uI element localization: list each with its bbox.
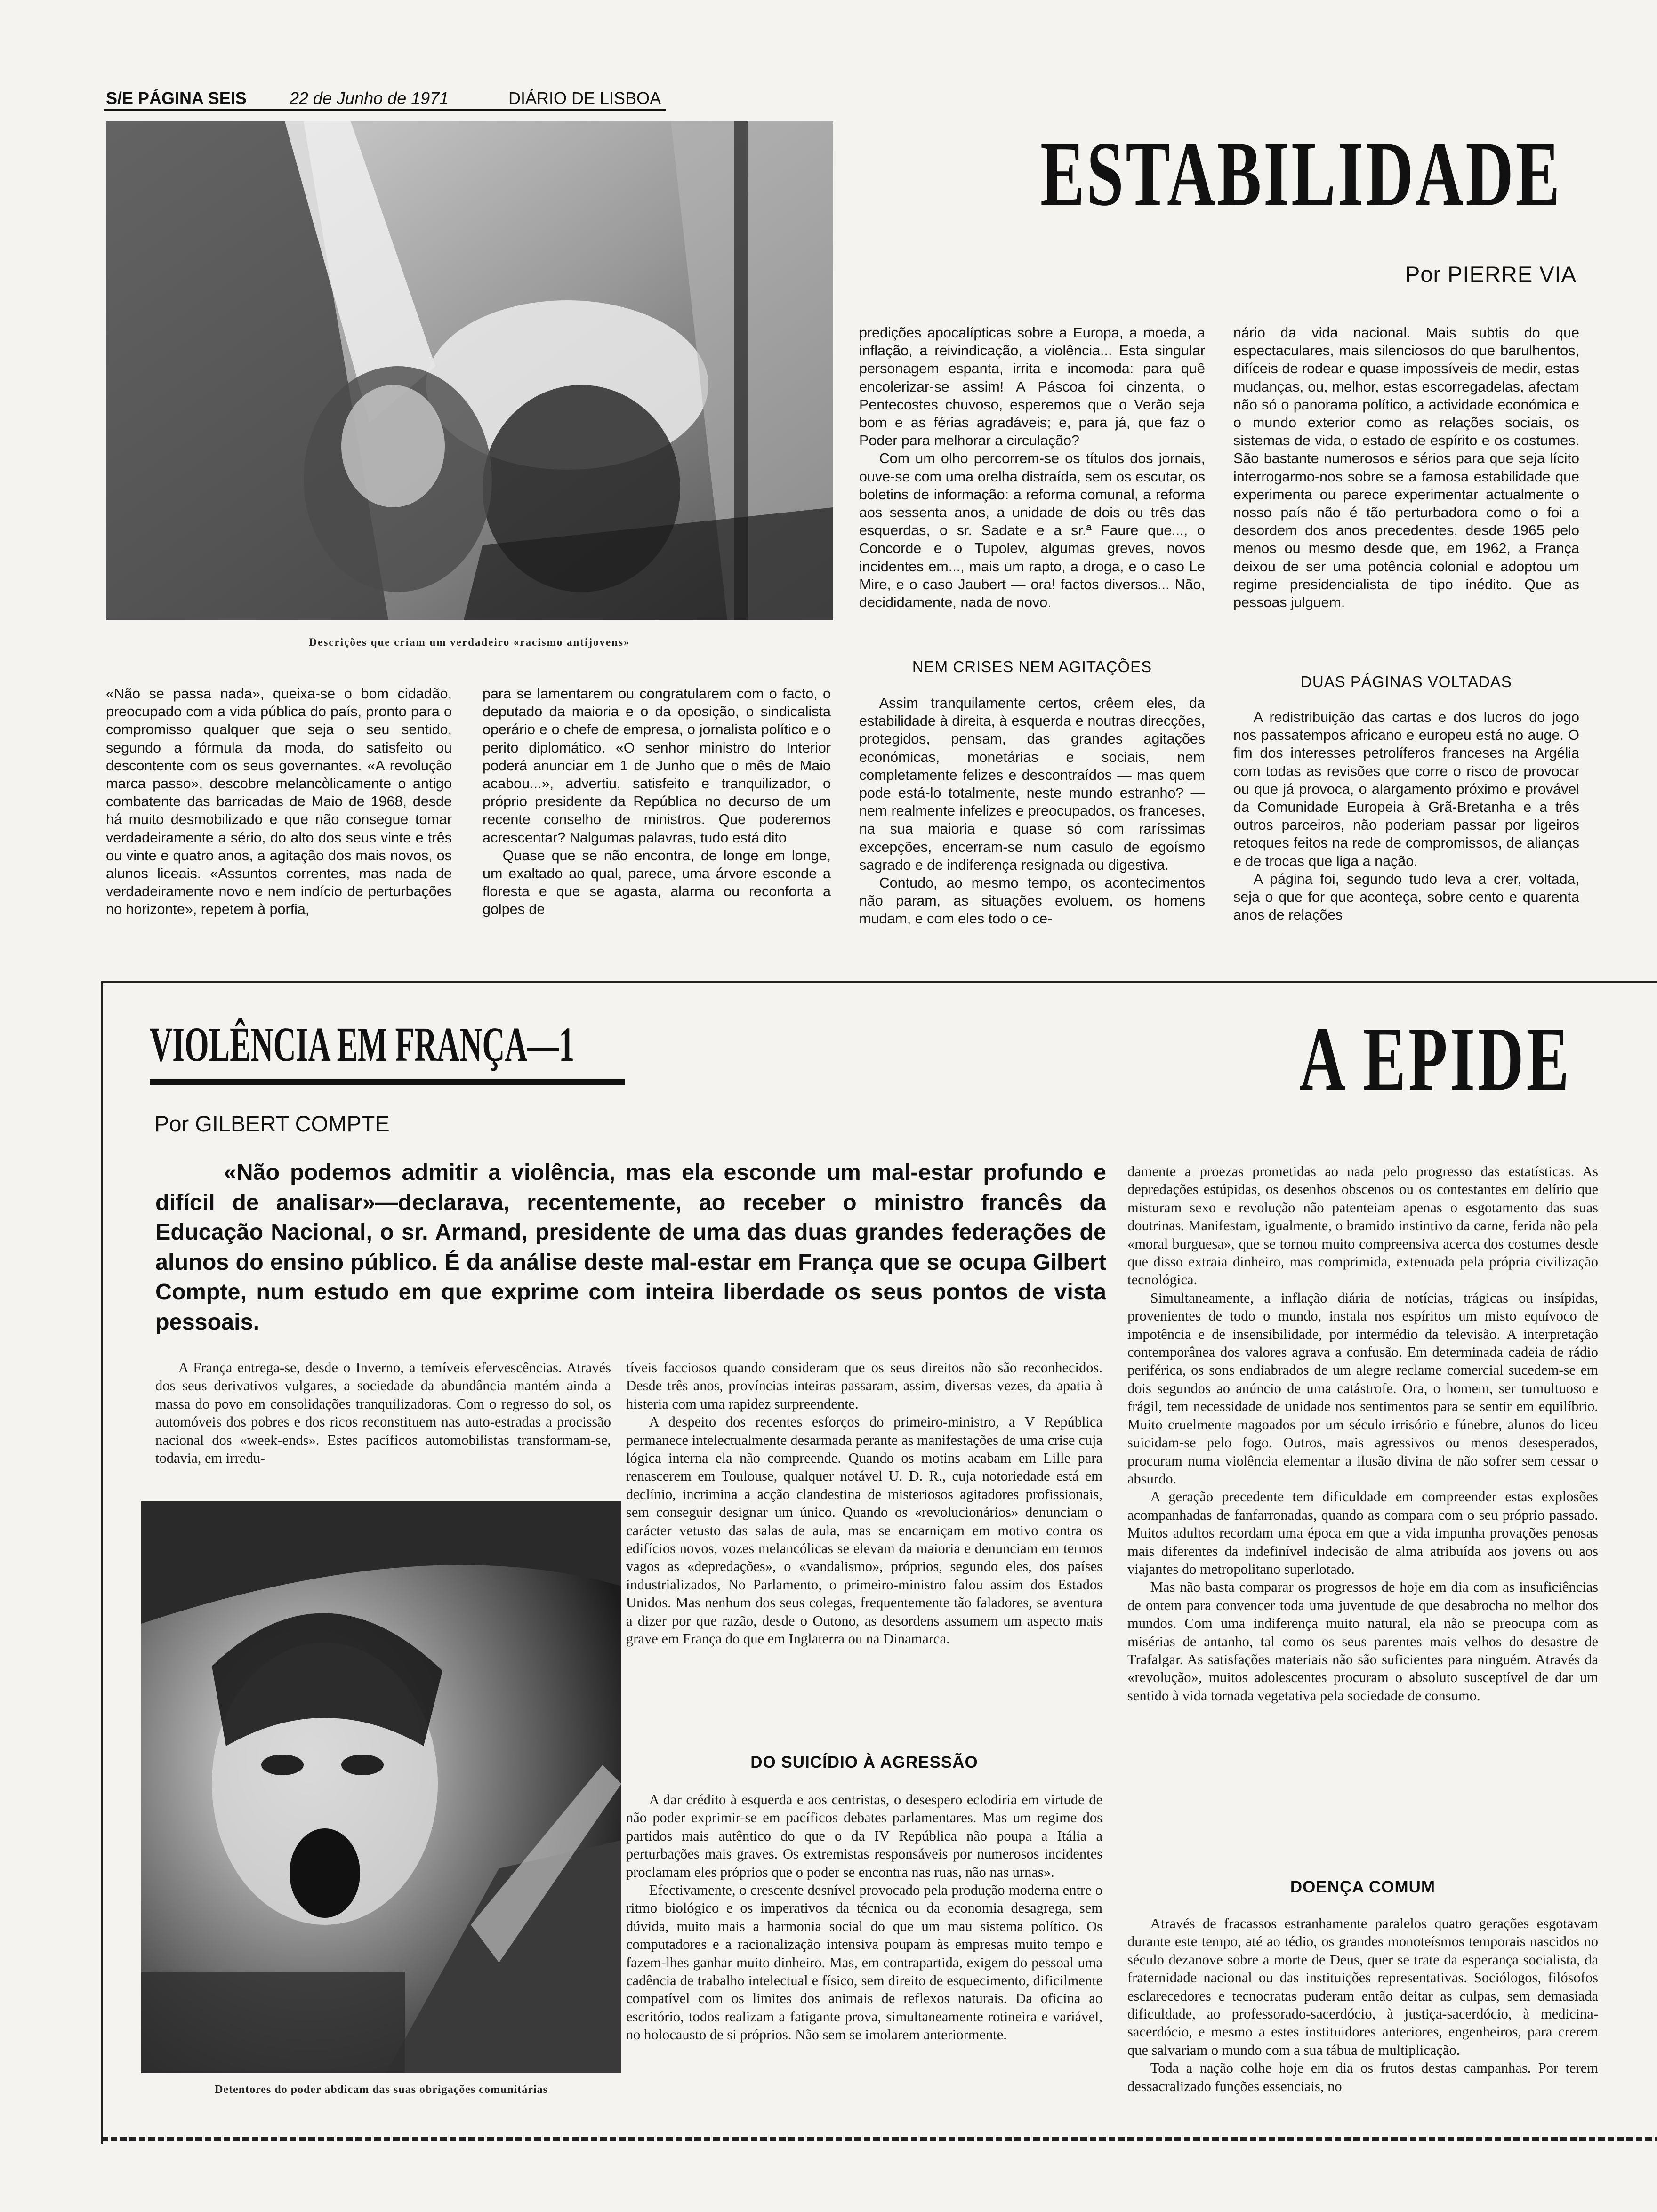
article1-column-3b — [859, 694, 1205, 948]
article1-column-1 — [106, 685, 452, 948]
paragraph: Assim tranquilamente certos, crêem eles, da estabilidade à direita, à esquerda e noutras direcções, protegidos, pensam, das grandes agitações económicas, monetárias e sociais, nem completamente felizes e descontraídos — mas quem pode está-lo totalmente, neste mundo estranho? — nem realmente infelizes e preocupados, os franceses, na sua maioria e quase só com raríssimas excepções, encerram-se num casulo de egoísmo sagrado e de indiferença resignada ou digestiva. — [859, 695, 1205, 873]
section-label: S/E PÁGINA SEIS — [106, 88, 247, 108]
article1-column-4 — [1233, 324, 1579, 663]
article2-photo-caption: Detentores do poder abdicam das suas obrigações comunitárias — [215, 2084, 548, 2096]
paragraph: A página foi, segundo tudo leva a crer, voltada, seja o que for que aconteça, sobre cento e quarenta anos de relações — [1233, 871, 1579, 923]
article1-column-2 — [483, 685, 831, 948]
paragraph: A despeito dos recentes esforços do primeiro-ministro, a V República permanece intelectualmente desarmada perante as manifestações de uma crise cuja lógica interna ela não compreende. Quando os motins acabam em Lille para renascerem em Toulouse, qualquer notável U. D. R., cuja notoriedade está em declínio, incrimina a acção clandestina de misteriosos agitadores profissionais, sem conseguir designar um único. Quando os «revolucionários» denunciam o carácter vetusto das salas de aula, mas se encarniçam em motivo contra os edifícios novos, vozes melancólicas se elevam da maioria e denunciam em termos vagos as «depredações», o «vandalismo», próprios, segundo eles, dos países industrializados, No Parlamento, o primeiro-ministro falou assim dos Estados Unidos. Mas nenhum dos seus colegas, frequentemente tão faladores, se aventura a dizer por que razão, desde o Outono, as desordens assumem um aspecto mais grave em França do que em Inglaterra ou na Dinamarca. — [626, 1414, 1102, 1647]
shouting-protester-photo — [141, 1501, 621, 2073]
paragraph: Toda a nação colhe hoje em dia os frutos destas campanhas. Por terem dessacralizado funções essenciais, no — [1127, 2060, 1598, 2094]
article2-lead: «Não podemos admitir a violência, mas ela esconde um mal-estar profundo e difícil de analisar»—declarava, recentemente, ao receber o ministro francês da Educação Nacional, o sr. Armand, presidente de uma das duas grandes federações de alunos do ensino público. É da análise deste mal-estar em França que se ocupa Gilbert Compte, num estudo em que exprime com inteira liberdade os seus pontos de vista pessoais. — [155, 1160, 1106, 1335]
article1-title: ESTABILIDADE — [1040, 123, 1562, 225]
paragraph: A redistribuição das cartas e dos lucros do jogo nos passatempos africano e europeu está no auge. O fim dos interesses petrolíferos franceses na Argélia com todas as revisões que corre o risco de provocar ou que já provoca, o alargamento próximo e provável da Comunidade Europeia à Grã-Bretanha e a três outros parceiros, não poderiam passar por ligeiros retoques feitos na rede de compromissos, de alianças e de trocas que liga a nação. — [1233, 709, 1579, 869]
article2-frame-left — [101, 981, 103, 2144]
article2-byline: Por GILBERT COMPTE — [154, 1111, 390, 1136]
article2-right-title: A EPIDE — [1299, 1008, 1572, 1109]
article2-subheading-1: DO SUICÍDIO À AGRESSÃO — [750, 1753, 978, 1771]
paragraph: Simultaneamente, a inflação diária de notícias, trágicas ou insípidas, provenientes de todo o mundo, instala nos espíritos um misto equívoco de impotência e de insensibilidade, por intermédio da televisão. A interpretação contemporânea dos valores agrava a confusão. Em determinada cadeia de rádio periférica, os sons endiabrados de um alegre reclame comercial sucedem-se em dois segundos ao anúncio de uma catástrofe. Ora, o homem, ser tumultuoso e frágil, tem necessidade de unidade nos sentimentos para se sentir em equilíbrio. Muito cruelmente magoados por um século irrisório e fúnebre, alunos do liceu suicidam-se pelo fogo. Outros, mais agressivos ou menos desesperados, procuram numa violência elementar a ilusão divina de não sofrer sem cessar o absurdo. — [1127, 1290, 1598, 1487]
paragraph: damente a proezas prometidas ao nada pelo progresso das estatísticas. As depredações estúpidas, os desenhos obscenos ou os contestantes em delírio que misturam sexo e revolução não patenteiam apenas o esgotamento das suas doutrinas. Manifestam, igualmente, o bramido instintivo da carne, ferida não pela «moral burguesa», que se tornou muito compreensiva acerca dos costumes desde que disso extraia dinheiro, mas comprimida, extenuada pela própria civilização tecnológica. — [1127, 1163, 1598, 1288]
paragraph: Com um olho percorrem-se os títulos dos jornais, ouve-se com uma orelha distraída, sem os escutar, os boletins de informação: a reforma comunal, a reforma aos sessenta anos, a unidade de dois ou três das esquerdas, o sr. Sadate e a sr.ª Faure que..., o Concorde e o Tupolev, algumas greves, novos incidentes em..., mais um rapto, a droga, e o caso Le Mire, e o caso Jaubert — ora! factos diversos... Não, decididamente, nada de novo. — [859, 450, 1205, 611]
issue-date: 22 de Junho de 1971 — [290, 88, 449, 108]
paragraph: A geração precedente tem dificuldade em compreender estas explosões acompanhadas de fanfarronadas, quando as compara com o seu próprio passado. Muitos adultos recordam uma época em que a vida impunha provações penosas mais diferentes da indefinível indecisão de alma atribuída aos jovens ou aos viajantes do metropolitano superlotado. — [1127, 1489, 1598, 1577]
article1-photo-caption: Descrições que criam um verdadeiro «racismo antijovens» — [309, 636, 630, 648]
paragraph: Quase que se não encontra, de longe em longe, um exaltado ao qual, parece, uma árvore esconde a floresta e que se agasta, alarma ou reconforta a golpes de — [483, 847, 831, 918]
article2-photo — [141, 1501, 621, 2073]
paragraph: nário da vida nacional. Mais subtis do que espectaculares, mais silenciosos do que barulhentos, difíceis de rodear e quase impossíveis de medir, estas mudanças, ou, melhor, estas escorregadelas, afectam não só o panorama político, a actividade económica e o mundo exterior como as relações sociais, os sistemas de vida, o estado de espírito e os costumes. São bastante numerosos e sérios para que seja lícito interrogarmo-nos sobre se a famosa estabilidade que experimenta ou parece experimentar actualmente o nosso país não é tão perturbadora como o foi a desordem dos anos precedentes, desde 1965 pelo menos ou mesmo desde que, em 1962, a França deixou de ser uma potência colonial e adoptou um regime presidencialista de tipo inédito. Que as pessoas julguem. — [1233, 325, 1579, 611]
header-rule — [104, 109, 666, 111]
article1-column-3 — [859, 324, 1205, 649]
paragraph: Contudo, ao mesmo tempo, os acontecimentos não param, as situações evoluem, os homens mudam, e com eles todo o ce- — [859, 875, 1205, 927]
article2-column-3b — [1127, 1915, 1598, 2134]
article2-column-1 — [155, 1359, 611, 1500]
article1-byline: Por PIERRE VIA — [1405, 262, 1577, 287]
article2-column-2b — [626, 1791, 1102, 2134]
paragraph: para se lamentarem ou congratularem com o facto, o deputado da maioria e o da oposição, o sindicalista operário e o chefe de empresa, o jornalista político e o perito diplomático. «O senhor ministro do Interior poderá anunciar em 1 de Junho que o mês de Maio acabou...», advertiu, satisfeito e tranquilizador, o próprio presidente da República no decurso de um recente conselho de ministros. Que poderemos acrescentar? Nalgumas palavras, tudo está dito — [483, 686, 831, 846]
article2-subheading-2: DOENÇA COMUM — [1290, 1878, 1436, 1896]
paragraph: Efectivamente, o crescente desnível provocado pela produção moderna entre o ritmo biológico e os imperativos da técnica ou da economia desagrega, sem dúvida, muito mais a harmonia social do que um mau sistema político. Os computadores e a racionalização intensiva poupam às empresas muito tempo e fazem-lhes ganhar muito dinheiro. Mas, em contrapartida, exigem do pessoal uma cadência de trabalho intelectual e físico, sem direito de esquecimento, dificilmente compatível com os limites dos animais de reflexos naturais. Da oficina ao escritório, todos realizam a fatigante prova, simultaneamente rotineira e variável, no holocausto de si próprios. Não sem se imolarem anteriormente. — [626, 1882, 1102, 2043]
article2-title-rule — [150, 1079, 625, 1085]
article1-subheading-2: DUAS PÁGINAS VOLTADAS — [1301, 673, 1512, 690]
paragraph: Mas não basta comparar os progressos de hoje em dia com as insuficiências de ontem para convencer toda uma juventude de que desabrocha no melhor dos mundos. Com uma indiferença muito natural, ela não se preocupa com as misérias de antanho, tal como os seus parentes mais velhos do desastre de Trafalgar. As satisfações materiais não são suficientes para ninguém. Através da «revolução», muitos adolescentes procuram o absoluto susceptível de dar um sentido à vida tornada vegetativa pela sociedade de consumo. — [1127, 1579, 1598, 1704]
article1-subheading-1: NEM CRISES NEM AGITAÇÕES — [912, 658, 1152, 675]
paragraph: predições apocalípticas sobre a Europa, a moeda, a inflação, a reivindicação, a violência... Esta singular personagem espanta, irrita e incomoda: para quê encolerizar-se assim! A Páscoa foi cinzenta, o Pentecostes chuvoso, esperemos que o Verão seja bom e as férias agradáveis; e, para já, que faz o Poder para melhorar a circulação? — [859, 325, 1205, 449]
protest-photo-illustration — [106, 121, 833, 620]
article2-column-2 — [626, 1359, 1102, 1738]
article1-photo — [106, 121, 833, 620]
article2-column-3 — [1127, 1162, 1598, 1859]
paragraph: A dar crédito à esquerda e aos centristas, o desespero eclodiria em virtude de não poder exprimir-se em pacíficos debates parlamentares. Mas um regime dos partidos mais autêntico do que o da IV República não poupa a Itália a perturbações mais graves. Os extremistas responsáveis por numerosos incidentes proclamam eles próprios que o poder se encontra nas ruas, não nas urnas». — [626, 1792, 1102, 1880]
newspaper-name: DIÁRIO DE LISBOA — [508, 88, 661, 108]
article2-title: VIOLÊNCIA EM FRANÇA—1 — [150, 1018, 575, 1072]
article1-column-4b — [1233, 708, 1579, 948]
article2-frame-bottom — [101, 2137, 1657, 2141]
paragraph: A França entrega-se, desde o Inverno, a temíveis efervescências. Através dos seus derivativos vulgares, a sociedade da abundância mantém ainda a massa do povo em consolidações tranquilizadoras. Com o regresso do sol, os automóveis dos pobres e dos ricos reconstituem nas auto-estradas a procissão nacional dos «week-ends». Estes pacíficos automobilistas transformam-se, todavia, em irredu- — [155, 1360, 611, 1467]
paragraph: tíveis facciosos quando consideram que os seus direitos não são reconhecidos. Desde três anos, províncias inteiras passaram, assim, diversas vezes, da apatia à histeria com uma rapidez surpreendente. — [626, 1360, 1102, 1412]
article2-frame-top — [101, 981, 1657, 983]
paragraph: «Não se passa nada», queixa-se o bom cidadão, preocupado com a vida pública do país, pronto para o compromisso qualquer que seja o seu sentido, segundo a fórmula da moda, do satisfeito ou descontente com os seus governantes. «A revolução marca passo», descobre melancòlicamente o antigo combatente das barricadas de Maio de 1968, desde há muito desmobilizado e que não consegue tomar verdadeiramente a sério, do alto dos seus vinte e três ou vinte e quatro anos, a agitação dos mais novos, os alunos liceais. «Assuntos correntes, mas nada de verdadeiramente novo e nem indício de perturbações no horizonte», repetem à porfia, — [106, 686, 452, 918]
paragraph: Através de fracassos estranhamente paralelos quatro gerações esgotavam durante este tempo, até ao tédio, os grandes monoteísmos temporais nascidos no século dezanove sobre a morte de Deus, quer se trate da esperança socialista, da fraternidade nacional ou das instituições representativas. Sociólogos, filósofos esclarecedores e tecnocratas puderam então deitar as culpas, sem demasiada dificuldade, ao professorado-sacerdócio, à justiça-sacerdócio, à medicina-sacerdócio, e mesmo a estes instituidores anteriores, engenheiros, para crerem que salvariam o mundo com a sua tábua de multiplicação. — [1127, 1915, 1598, 2058]
